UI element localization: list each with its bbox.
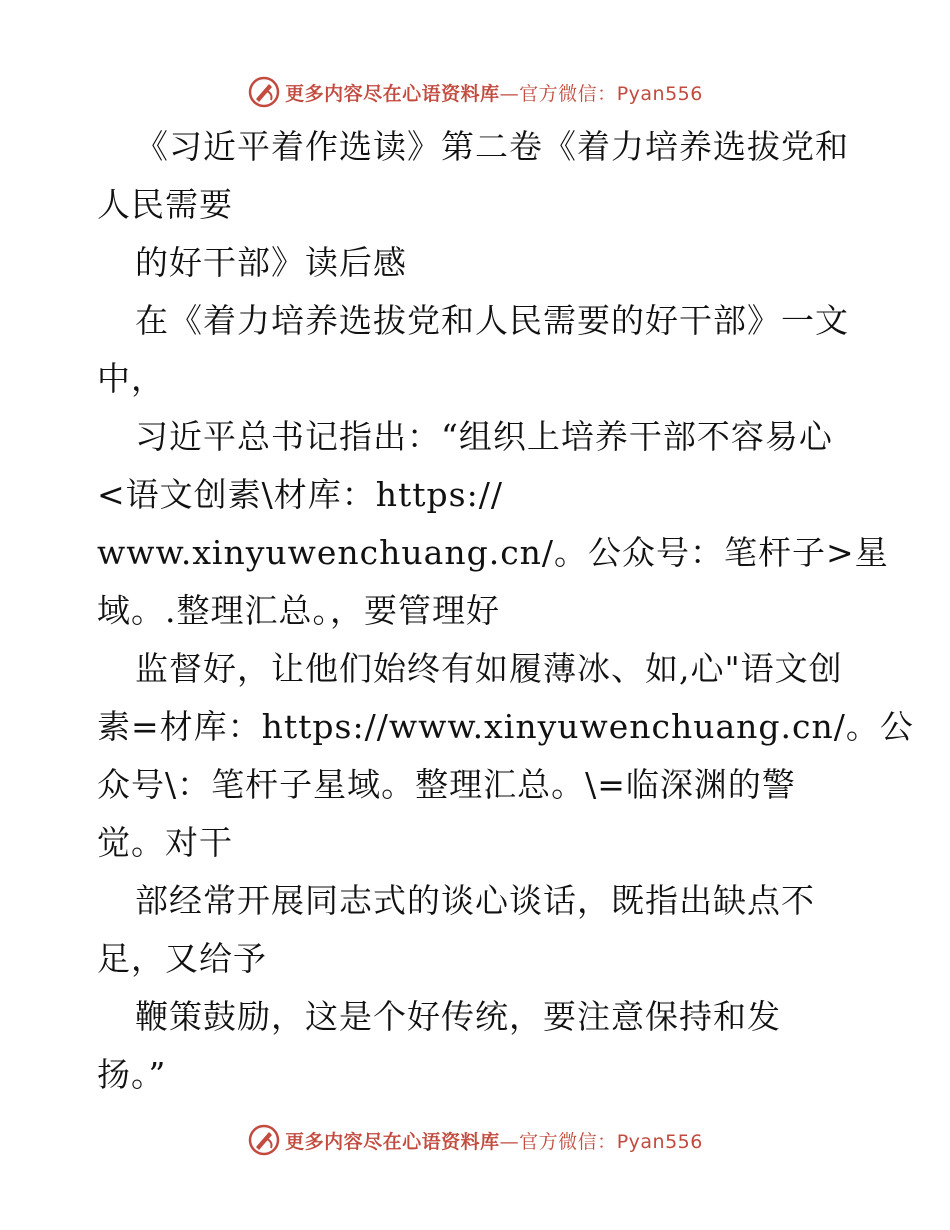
text-line: 的好干部》读后感 (135, 243, 407, 282)
header-banner-text (285, 79, 703, 106)
footer-dash: — (499, 1130, 520, 1153)
text-line: 部经常开展同志式的谈心谈话，既指出缺点不 (135, 881, 815, 920)
text-line: 足，又给予 (97, 939, 267, 978)
text-line: 素=材库：https://www.xinyuwenchuang.cn/。公 (97, 707, 914, 746)
text-line: 在《着力培养选拔党和人民需要的好干部》一文 (135, 301, 849, 340)
text-line: 觉。对干 (97, 823, 233, 862)
text-line: 众号\：笔杆子星域。整理汇总。\=临深渊的警 (97, 765, 796, 804)
footer-contact-id: Pyan556 (616, 1130, 703, 1153)
text-line: 《习近平着作选读》第二卷《着力培养选拔党和 (135, 127, 849, 166)
text-line: 监督好，让他们始终有如履薄冰、如,心"语文创 (135, 649, 843, 688)
brand-logo-icon (247, 1123, 281, 1157)
text-line: 中， (97, 359, 165, 398)
header-brand: 更多内容尽在心语资料库 (285, 82, 500, 105)
footer-banner (0, 1120, 950, 1160)
header-dash: — (499, 82, 520, 105)
footer-brand: 更多内容尽在心语资料库 (285, 1130, 500, 1153)
text-line: 习近平总书记指出：“组织上培养干部不容易心 (135, 417, 833, 456)
text-line: 鞭策鼓励，这是个好传统，要注意保持和发 (135, 997, 781, 1036)
text-line: 人民需要 (97, 185, 233, 224)
header-contact-id: Pyan556 (616, 82, 703, 105)
header-banner (0, 72, 950, 112)
document-body (97, 118, 914, 1104)
brand-logo-icon (247, 75, 281, 109)
text-line: 域。.整理汇总。，要管理好 (97, 591, 500, 630)
text-line: 扬。” (97, 1055, 167, 1094)
footer-banner-text (285, 1127, 703, 1154)
text-line: <语文创素\材库：https:// (97, 475, 503, 514)
text-line: www.xinyuwenchuang.cn/。公众号：笔杆子>星 (97, 533, 889, 572)
header-contact-label: 官方微信： (519, 82, 617, 105)
footer-contact-label: 官方微信： (519, 1130, 617, 1153)
